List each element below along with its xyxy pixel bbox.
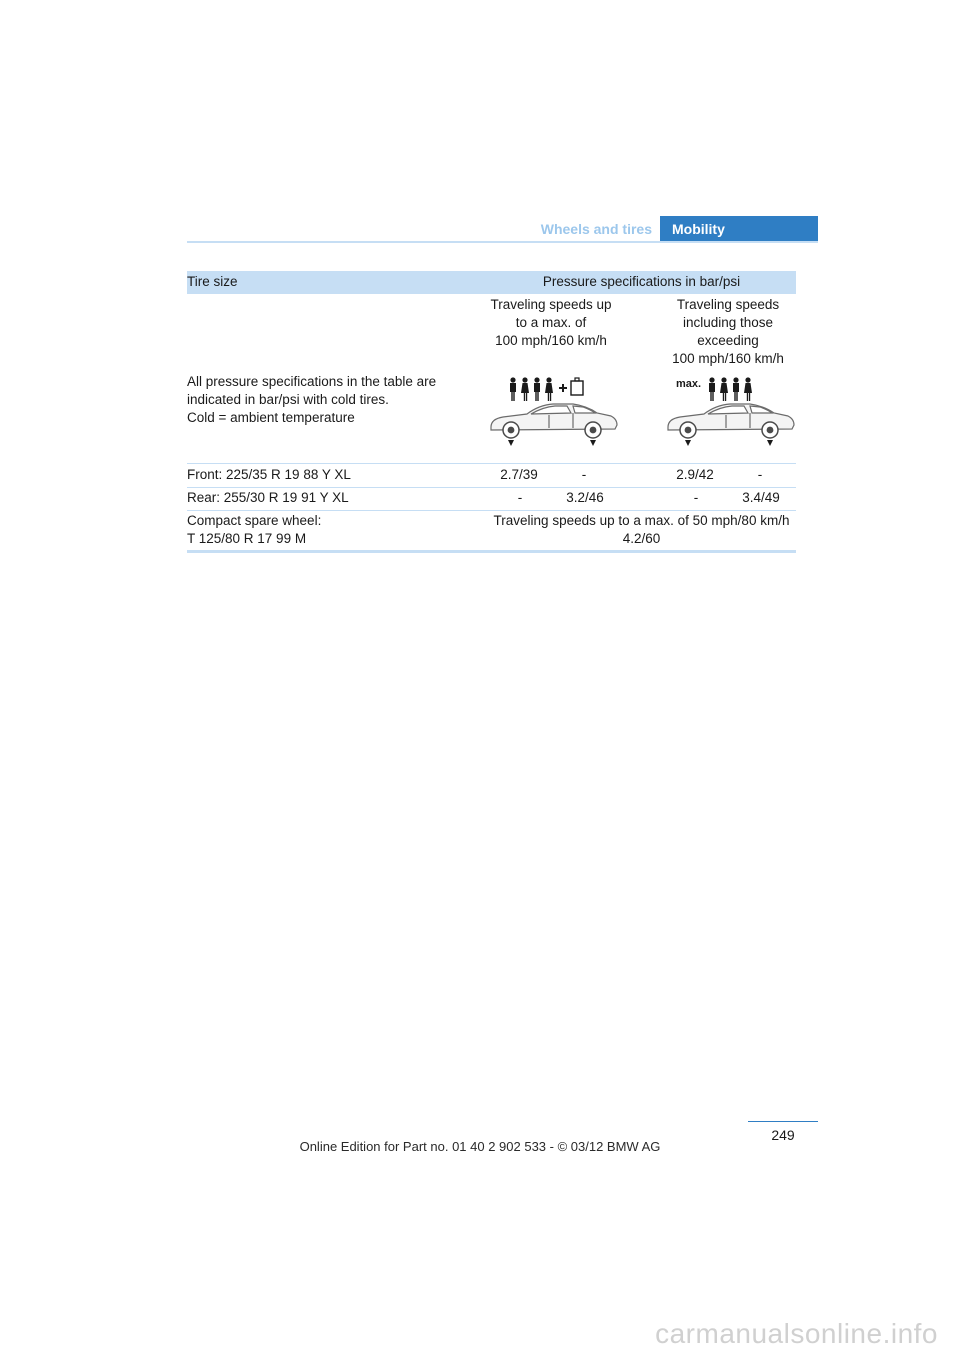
pressure-note: All pressure specifications in the table are indicated in bar/psi with cold tires. Cold = ambient temperature [187,374,437,425]
spare-wheel-pressure: 4.2/60 [622,531,661,546]
front-normal-rear-value: - [581,467,587,482]
sub-column-header-normal-speed: Traveling speeds up to a max. of 100 mph/160 km/h [490,297,612,348]
edition-footer: Online Edition for Part no. 01 40 2 902 533 - © 03/12 BMW AG [299,1139,661,1154]
header-rule [187,241,818,243]
front-normal-front-value: 2.7/39 [500,467,538,482]
chapter-tab[interactable]: Mobility [660,216,818,243]
section-title: Wheels and tires [540,221,652,237]
tire-front-size: Front: 225/35 R 19 88 Y XL [187,467,351,482]
car-load-partial-icon [487,375,619,450]
spare-wheel-condition: Traveling speeds up to a max. of 50 mph/80 km/h [493,513,790,528]
column-header-tire-size: Tire size [187,274,238,289]
column-header-pressure: Pressure specifications in bar/psi [542,274,741,289]
page-number-rule [748,1121,818,1122]
sub-column-header-high-speed: Traveling speeds including those exceeding 100 mph/160 km/h [672,297,784,366]
car-load-max-icon [664,375,796,450]
page-number: 249 [771,1127,795,1143]
max-label: max. [676,378,702,390]
rear-normal-front-value: - [517,490,523,505]
table-bottom-rule [187,550,796,553]
rear-normal-rear-value: 3.2/46 [566,490,604,505]
tire-rear-size: Rear: 255/30 R 19 91 Y XL [187,490,349,505]
watermark: carmanualsonline.info [655,1318,938,1349]
row-divider [187,487,796,488]
front-high-rear-value: - [757,467,763,482]
rear-high-rear-value: 3.4/49 [742,490,780,505]
row-divider [187,463,796,464]
spare-wheel-label: Compact spare wheel: T 125/80 R 17 99 M [187,513,322,546]
front-high-front-value: 2.9/42 [676,467,714,482]
rear-high-front-value: - [693,490,699,505]
row-divider [187,510,796,511]
